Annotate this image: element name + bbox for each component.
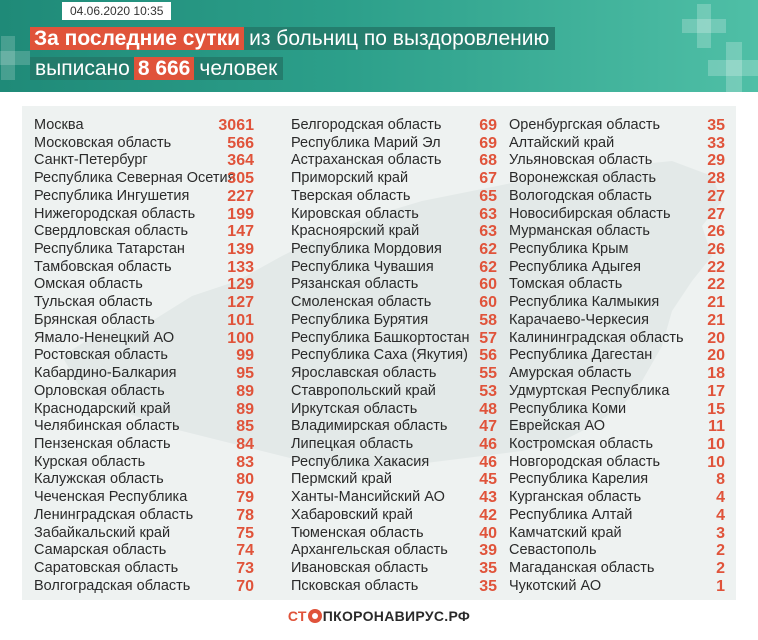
- discharged-count: 3061: [218, 117, 254, 134]
- region-name: Тамбовская область: [34, 258, 172, 275]
- list-item: [291, 312, 497, 330]
- region-name: Псковская область: [291, 577, 419, 594]
- list-item: [291, 170, 497, 188]
- region-name: Амурская область: [509, 365, 632, 382]
- brand-part-b: ПКОРОНАВИРУС.РФ: [322, 608, 471, 624]
- list-item: [509, 170, 725, 188]
- list-item: [291, 259, 497, 277]
- region-name: Воронежская область: [509, 170, 657, 187]
- discharged-count: 45: [479, 471, 497, 489]
- list-item: [509, 560, 725, 578]
- list-item: [509, 578, 725, 596]
- region-name: Новгородская область: [509, 453, 661, 470]
- list-item: [34, 170, 254, 188]
- discharged-count: 133: [227, 258, 254, 276]
- list-item: [291, 454, 497, 472]
- discharged-count: 39: [479, 542, 497, 560]
- region-name: Брянская область: [34, 311, 155, 328]
- list-item: [34, 525, 254, 543]
- region-name: Республика Ингушетия: [34, 187, 190, 204]
- discharged-count: 364: [227, 152, 254, 170]
- list-item: [291, 276, 497, 294]
- discharged-count: 83: [236, 453, 254, 471]
- title-highlight: За последние сутки: [30, 27, 244, 50]
- discharged-count: 85: [236, 418, 254, 436]
- region-name: Хабаровский край: [291, 506, 413, 523]
- list-item: [34, 223, 254, 241]
- region-name: Калининградская область: [509, 329, 684, 346]
- list-item: [34, 188, 254, 206]
- list-item: [509, 259, 725, 277]
- region-name: Костромская область: [509, 435, 654, 452]
- region-name: Белгородская область: [291, 117, 442, 133]
- discharged-count: 80: [236, 471, 254, 489]
- discharged-count: 2: [716, 559, 725, 577]
- discharged-count: 67: [479, 170, 497, 188]
- list-item: [509, 276, 725, 294]
- discharged-count: 79: [236, 489, 254, 507]
- region-column-3: [509, 117, 725, 595]
- list-item: [34, 560, 254, 578]
- region-name: Еврейская АО: [509, 418, 606, 435]
- discharged-count: 1: [716, 577, 725, 595]
- discharged-count: 62: [479, 241, 497, 259]
- region-name: Архангельская область: [291, 542, 448, 559]
- region-name: Смоленская область: [291, 294, 432, 311]
- brand-logo[interactable]: [288, 608, 470, 624]
- region-name: Ямало-Ненецкий АО: [34, 329, 175, 346]
- list-item: [34, 542, 254, 560]
- list-item: [509, 525, 725, 543]
- region-name: Иркутская область: [291, 400, 418, 417]
- list-item: [509, 152, 725, 170]
- list-item: [291, 471, 497, 489]
- discharged-count: 129: [227, 276, 254, 294]
- discharged-count: 42: [479, 506, 497, 524]
- list-item: [291, 117, 497, 135]
- region-name: Республика Алтай: [509, 506, 633, 523]
- region-name: Ростовская область: [34, 347, 168, 364]
- list-item: [34, 330, 254, 348]
- discharged-count: 78: [236, 506, 254, 524]
- page-title: [30, 26, 555, 51]
- discharged-count: 55: [479, 365, 497, 383]
- discharged-count: 99: [236, 347, 254, 365]
- region-name: Ленинградская область: [34, 506, 194, 523]
- discharged-count: 63: [479, 223, 497, 241]
- list-item: [34, 436, 254, 454]
- region-name: Ставропольский край: [291, 382, 436, 399]
- discharged-count: 17: [707, 382, 725, 400]
- discharged-count: 27: [707, 205, 725, 223]
- discharged-count: 2: [716, 542, 725, 560]
- discharged-count: 46: [479, 435, 497, 453]
- brand-part-a: СТ: [287, 608, 307, 624]
- list-item: [291, 330, 497, 348]
- region-name: Тверская область: [291, 187, 411, 204]
- region-name: Республика Карелия: [509, 471, 649, 488]
- discharged-count: 70: [236, 577, 254, 595]
- region-name: Красноярский край: [291, 223, 420, 240]
- discharged-count: 40: [479, 524, 497, 542]
- list-item: [34, 152, 254, 170]
- discharged-count: 21: [707, 311, 725, 329]
- list-item: [34, 206, 254, 224]
- list-item: [34, 489, 254, 507]
- discharged-count: 305: [227, 170, 254, 188]
- region-name: Саратовская область: [34, 559, 179, 576]
- region-name: Алтайский край: [509, 134, 615, 151]
- discharged-count: 89: [236, 382, 254, 400]
- list-item: [291, 436, 497, 454]
- list-item: [34, 365, 254, 383]
- list-item: [509, 418, 725, 436]
- discharged-count: 101: [227, 311, 254, 329]
- discharged-count: 46: [479, 453, 497, 471]
- region-name: Астраханская область: [291, 152, 442, 169]
- discharged-count: 20: [707, 329, 725, 347]
- subtitle-prefix: выписано: [30, 57, 134, 80]
- discharged-count: 26: [707, 241, 725, 259]
- region-name: Челябинская область: [34, 418, 180, 435]
- region-name: Курганская область: [509, 489, 642, 506]
- list-item: [291, 188, 497, 206]
- plus-icon: [708, 42, 758, 92]
- list-item: [509, 312, 725, 330]
- list-item: [291, 578, 497, 596]
- discharged-count: 60: [479, 276, 497, 294]
- list-item: [34, 471, 254, 489]
- list-item: [509, 401, 725, 419]
- discharged-count: 10: [707, 435, 725, 453]
- list-item: [34, 401, 254, 419]
- region-name: Севастополь: [509, 542, 597, 559]
- discharged-count: 127: [227, 294, 254, 312]
- discharged-count: 56: [479, 347, 497, 365]
- list-item: [291, 294, 497, 312]
- list-item: [509, 489, 725, 507]
- list-item: [509, 223, 725, 241]
- list-item: [34, 383, 254, 401]
- discharged-count: 4: [716, 489, 725, 507]
- list-item: [34, 454, 254, 472]
- discharged-count: 199: [227, 205, 254, 223]
- region-name: Москва: [34, 117, 84, 133]
- discharged-count: 139: [227, 241, 254, 259]
- list-item: [509, 365, 725, 383]
- region-name: Краснодарский край: [34, 400, 171, 417]
- list-item: [34, 347, 254, 365]
- discharged-count: 33: [707, 134, 725, 152]
- region-name: Забайкальский край: [34, 524, 171, 541]
- discharged-count: 8: [716, 471, 725, 489]
- region-name: Тульская область: [34, 294, 153, 311]
- discharged-count: 27: [707, 187, 725, 205]
- region-name: Республика Марий Эл: [291, 134, 441, 151]
- discharged-count: 35: [707, 117, 725, 134]
- list-item: [34, 259, 254, 277]
- discharged-count: 43: [479, 489, 497, 507]
- list-item: [34, 117, 254, 135]
- region-name: Республика Крым: [509, 241, 629, 258]
- date-stamp: 04.06.2020 10:35: [62, 2, 171, 20]
- region-name: Республика Чувашия: [291, 258, 434, 275]
- discharged-count: 48: [479, 400, 497, 418]
- list-item: [509, 471, 725, 489]
- discharged-count: 57: [479, 329, 497, 347]
- page-subtitle: [30, 56, 283, 81]
- list-item: [509, 135, 725, 153]
- region-name: Волгоградская область: [34, 577, 191, 594]
- header-banner: [0, 0, 758, 92]
- list-item: [291, 347, 497, 365]
- region-name: Новосибирская область: [509, 205, 671, 222]
- region-name: Самарская область: [34, 542, 167, 559]
- discharged-count: 566: [227, 134, 254, 152]
- list-item: [291, 383, 497, 401]
- region-name: Вологодская область: [509, 187, 652, 204]
- discharged-count: 29: [707, 152, 725, 170]
- list-item: [34, 507, 254, 525]
- region-name: Республика Коми: [509, 400, 627, 417]
- region-name: Республика Калмыкия: [509, 294, 660, 311]
- discharged-count: 62: [479, 258, 497, 276]
- region-name: Кировская область: [291, 205, 419, 222]
- list-item: [291, 418, 497, 436]
- discharged-count: 58: [479, 311, 497, 329]
- discharged-count: 74: [236, 542, 254, 560]
- region-name: Омская область: [34, 276, 143, 293]
- list-item: [291, 135, 497, 153]
- region-name: Магаданская область: [509, 559, 655, 576]
- region-name: Оренбургская область: [509, 117, 661, 133]
- list-item: [509, 206, 725, 224]
- region-name: Курская область: [34, 453, 146, 470]
- region-name: Липецкая область: [291, 435, 414, 452]
- discharged-count: 3: [716, 524, 725, 542]
- discharged-count: 21: [707, 294, 725, 312]
- region-name: Удмуртская Республика: [509, 382, 670, 399]
- discharged-count: 73: [236, 559, 254, 577]
- discharged-count: 11: [708, 418, 725, 436]
- discharged-count: 95: [236, 365, 254, 383]
- list-item: [509, 454, 725, 472]
- region-name: Кабардино-Балкария: [34, 365, 177, 382]
- region-name: Чукотский АО: [509, 577, 602, 594]
- list-item: [291, 489, 497, 507]
- discharged-count: 53: [479, 382, 497, 400]
- list-item: [509, 507, 725, 525]
- discharged-count: 75: [236, 524, 254, 542]
- list-item: [509, 188, 725, 206]
- region-name: Владимирская область: [291, 418, 448, 435]
- list-item: [34, 276, 254, 294]
- region-name: Республика Мордовия: [291, 241, 442, 258]
- total-count: 8 666: [134, 57, 195, 80]
- region-name: Санкт-Петербург: [34, 152, 148, 169]
- list-item: [509, 294, 725, 312]
- region-name: Чеченская Республика: [34, 489, 188, 506]
- plus-icon: [0, 36, 30, 80]
- region-name: Республика Бурятия: [291, 311, 429, 328]
- region-name: Свердловская область: [34, 223, 189, 240]
- discharged-count: 84: [236, 435, 254, 453]
- discharged-count: 22: [707, 258, 725, 276]
- region-name: Пермский край: [291, 471, 392, 488]
- list-item: [34, 578, 254, 596]
- list-item: [291, 401, 497, 419]
- discharged-count: 89: [236, 400, 254, 418]
- list-item: [34, 294, 254, 312]
- discharged-count: 227: [227, 187, 254, 205]
- region-name: Ульяновская область: [509, 152, 653, 169]
- discharged-count: 20: [707, 347, 725, 365]
- list-item: [509, 117, 725, 135]
- discharged-count: 69: [479, 134, 497, 152]
- virus-icon: [308, 609, 322, 623]
- discharged-count: 60: [479, 294, 497, 312]
- region-name: Ханты-Мансийский АО: [291, 489, 445, 506]
- discharged-count: 22: [707, 276, 725, 294]
- list-item: [34, 312, 254, 330]
- region-name: Ивановская область: [291, 559, 429, 576]
- list-item: [291, 223, 497, 241]
- discharged-count: 65: [479, 187, 497, 205]
- region-name: Мурманская область: [509, 223, 650, 240]
- discharged-count: 4: [716, 506, 725, 524]
- list-item: [291, 542, 497, 560]
- discharged-count: 28: [707, 170, 725, 188]
- region-name: Томская область: [509, 276, 623, 293]
- region-name: Республика Татарстан: [34, 241, 185, 258]
- discharged-count: 10: [707, 453, 725, 471]
- discharged-count: 26: [707, 223, 725, 241]
- region-name: Республика Адыгея: [509, 258, 642, 275]
- footer: [0, 604, 758, 640]
- region-name: Республика Дагестан: [509, 347, 653, 364]
- region-name: Московская область: [34, 134, 172, 151]
- list-item: [509, 383, 725, 401]
- region-name: Пензенская область: [34, 435, 171, 452]
- list-item: [291, 206, 497, 224]
- discharged-count: 147: [227, 223, 254, 241]
- region-name: Республика Хакасия: [291, 453, 430, 470]
- region-name: Нижегородская область: [34, 205, 196, 222]
- region-name: Калужская область: [34, 471, 164, 488]
- discharged-count: 100: [227, 329, 254, 347]
- subtitle-suffix: человек: [194, 57, 283, 80]
- title-rest: из больниц по выздоровлению: [244, 27, 555, 50]
- discharged-count: 15: [707, 400, 725, 418]
- discharged-count: 69: [479, 117, 497, 134]
- region-name: Приморский край: [291, 170, 409, 187]
- list-item: [509, 330, 725, 348]
- region-name: Рязанская область: [291, 276, 419, 293]
- list-item: [291, 241, 497, 259]
- region-name: Тюменская область: [291, 524, 424, 541]
- list-item: [291, 525, 497, 543]
- list-item: [509, 347, 725, 365]
- list-item: [291, 365, 497, 383]
- discharged-count: 68: [479, 152, 497, 170]
- discharged-count: 63: [479, 205, 497, 223]
- list-item: [291, 560, 497, 578]
- discharged-count: 47: [479, 418, 497, 436]
- region-name: Республика Северная Осетия: [34, 170, 236, 187]
- list-item: [34, 135, 254, 153]
- region-column-2: [291, 117, 497, 595]
- discharged-count: 35: [479, 559, 497, 577]
- region-name: Республика Саха (Якутия): [291, 347, 468, 364]
- list-item: [509, 241, 725, 259]
- list-item: [509, 542, 725, 560]
- discharged-count: 35: [479, 577, 497, 595]
- region-name: Камчатский край: [509, 524, 622, 541]
- list-item: [34, 418, 254, 436]
- list-item: [34, 241, 254, 259]
- region-name: Ярославская область: [291, 365, 437, 382]
- discharged-count: 18: [707, 365, 725, 383]
- region-name: Карачаево-Черкесия: [509, 311, 650, 328]
- region-column-1: [34, 117, 254, 595]
- list-item: [291, 507, 497, 525]
- list-item: [291, 152, 497, 170]
- list-item: [509, 436, 725, 454]
- region-name: Орловская область: [34, 382, 165, 399]
- region-name: Республика Башкортостан: [291, 329, 470, 346]
